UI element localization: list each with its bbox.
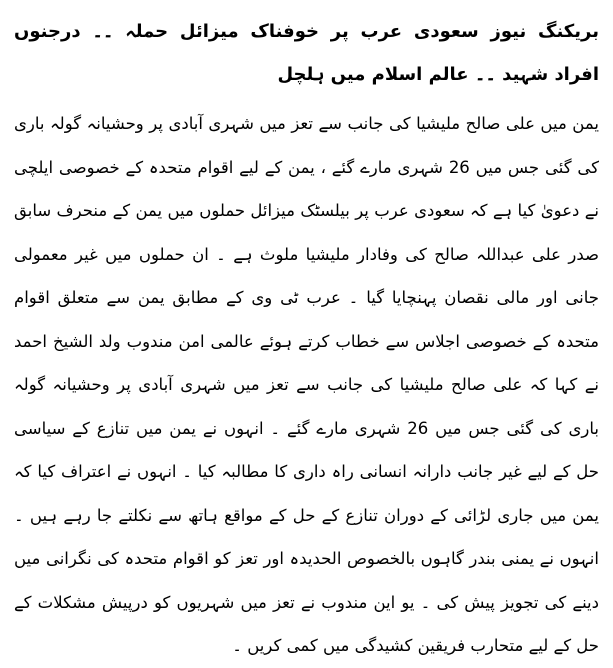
article-headline: بریکنگ نیوز سعودی عرب پر خوفناک میزائل حملہ ۔۔ درجنوں افراد شہید ۔۔ عالم اسلام میں ہلچل <box>14 21 599 85</box>
article <box>14 10 599 668</box>
article-body: یمن میں علی صالح ملیشیا کی جانب سے تعز میں شہری آبادی پر وحشیانہ گولہ باری کی گئی جس میں 26 شہری مارے گئے ، یمن کے لیے اقوام متحدہ کے خصوصی ایلچی نے دعویٰ کیا ہے کہ سعودی عرب پر بیلسٹک میزائل حملوں میں یمن کے منحرف سابق صدر علی عبداللہ صالح کی وفادار ملیشیا ملوث ہے ۔ ان حملوں میں غیر معمولی جانی اور مالی نقصان پہنچایا گیا ۔ عرب ٹی وی کے مطابق یمن سے متعلق اقوام متحدہ کے خصوصی اجلاس سے خطاب کرتے ہوئے عالمی امن مندوب ولد الشیخ احمد نے کہا کہ علی صالح ملیشیا کی جانب سے تعز میں شہری آبادی پر وحشیانہ گولہ باری کی گئی جس میں 26 شہری مارے گئے ۔ انہوں نے یمن میں تنازع کے سیاسی حل کے لیے غیر جانب دارانہ انسانی راہ داری کا مطالبہ کیا ۔ انہوں نے اعتراف کیا کہ یمن میں جاری لڑائی کے دوران تنازع کے حل کے مواقع ہاتھ سے نکلتے جا رہے ہیں ۔ انہوں نے یمنی بندر گاہوں بالخصوص الحدیدہ اور تعز کو اقوام متحدہ کی نگرانی میں دینے کی تجویز پیش کی ۔ یو این مندوب نے تعز میں شہریوں کو درپیش مشکلات کے حل کے لیے متحارب فریقین کشیدگی میں کمی کریں ۔ <box>14 114 599 655</box>
